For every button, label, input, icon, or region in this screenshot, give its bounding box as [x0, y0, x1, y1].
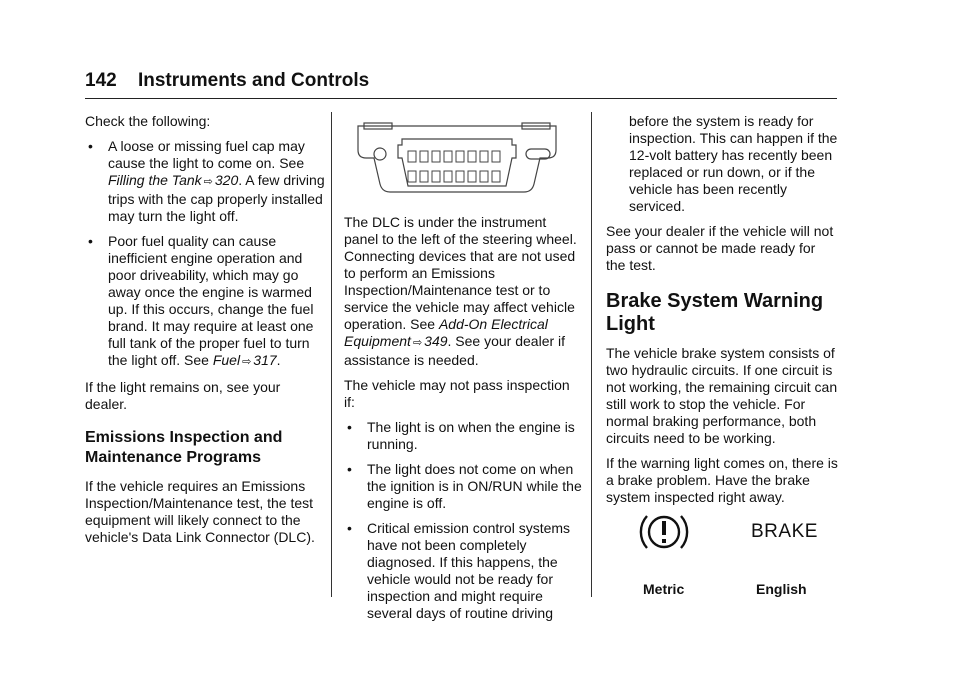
page-reference[interactable]: 317: [253, 352, 277, 368]
metric-label: Metric: [643, 581, 685, 597]
bullet-mark: •: [88, 233, 93, 249]
cross-reference-link[interactable]: Filling the Tank: [108, 172, 202, 188]
brake-warning-icon: [636, 508, 692, 556]
header-rule: [85, 98, 837, 99]
continued-text: before the system is ready for inspection. This can happen if the 12-volt battery has recently been replaced or run down, or if the vehicle has been recently serviced.: [629, 113, 838, 214]
dlc-text: [344, 214, 584, 369]
bullet-text-part: Poor fuel quality can cause inefficient engine operation and poor driveability, which may go away once the engine is warmed up. If this occurs, change the fuel brand. It may require at least one full tank of the proper fuel to turn the light off. See: [108, 233, 314, 368]
dlc-text-part: The DLC is under the instrument panel to the left of the steering wheel. Connecting devices that are not used to perform an Emissions Inspection/Maintenance test or to service the vehicle may affect vehicle operation. See: [344, 214, 577, 332]
bullet-text-part: .: [276, 352, 281, 368]
list-item: [85, 233, 325, 371]
list-item: [344, 520, 584, 622]
bullet-mark: •: [88, 138, 93, 154]
english-label: English: [756, 581, 807, 597]
dlc-connector-illustration: [344, 118, 570, 200]
list-item: [85, 138, 325, 225]
list-item: [344, 419, 584, 453]
bullet-text: Critical emission control systems have not been completely diagnosed. If this happens, the vehicle would not be ready for inspection and might require several days of routine driving: [367, 520, 571, 621]
dealer-text: See your dealer if the vehicle will not pass or cannot be made ready for the test.: [606, 223, 834, 273]
bullet-mark: •: [347, 461, 352, 477]
cross-reference-link[interactable]: Add-On Electrical Equipment: [344, 316, 548, 349]
bullet-text-part: . A few driving trips with the cap properly installed may turn the light off.: [108, 172, 325, 224]
remains-on-text: If the light remains on, see your dealer.: [85, 379, 281, 412]
page-number: 142: [85, 70, 117, 91]
may-not-pass-text: The vehicle may not pass inspection if:: [344, 377, 570, 410]
brake-warning-text: If the warning light comes on, there is a brake problem. Have the brake system inspected right away.: [606, 455, 838, 505]
cross-reference-link[interactable]: Fuel: [212, 352, 241, 368]
brake-system-text: The vehicle brake system consists of two hydraulic circuits. If one circuit is not working, the remaining circuit can still work to stop the vehicle. For normal braking performance, both circuits need to be working.: [606, 345, 838, 446]
bullet-text: The light is on when the engine is running.: [367, 419, 575, 452]
intro-text: Check the following:: [85, 113, 211, 129]
list-item: [344, 461, 584, 512]
page-reference[interactable]: 349: [424, 333, 448, 349]
bullet-text-part: A loose or missing fuel cap may cause the light to come on. See: [108, 138, 305, 171]
bullet-mark: •: [347, 520, 352, 536]
page-header: [85, 70, 369, 92]
column-divider-2: [591, 112, 592, 597]
brake-english-symbol: BRAKE: [751, 521, 818, 542]
page-reference[interactable]: 320: [214, 172, 239, 188]
page-ref-arrow-icon: ⇨: [203, 176, 213, 188]
page-ref-arrow-icon: ⇨: [242, 356, 252, 368]
bullet-mark: •: [347, 419, 352, 435]
column-1: [85, 113, 325, 554]
column-3: [606, 113, 838, 514]
bullet-text: [108, 233, 325, 371]
section-heading: Emissions Inspection and Maintenance Programs: [85, 429, 283, 466]
column-2: [344, 118, 584, 630]
section-heading: Brake System Warning Light: [606, 290, 824, 335]
bullet-text: [108, 138, 325, 225]
dlc-text-part: . See your dealer if assistance is needed.: [344, 333, 566, 368]
page-title: Instruments and Controls: [137, 70, 370, 91]
emissions-text: If the vehicle requires an Emissions Inspection/Maintenance test, the test equipment will likely connect to the vehicle's Data Link Connector (DLC).: [85, 478, 315, 545]
column-divider-1: [331, 112, 332, 597]
page-ref-arrow-icon: ⇨: [412, 337, 423, 349]
bullet-text: The light does not come on when the ignition is in ON/RUN while the engine is off.: [367, 461, 582, 511]
